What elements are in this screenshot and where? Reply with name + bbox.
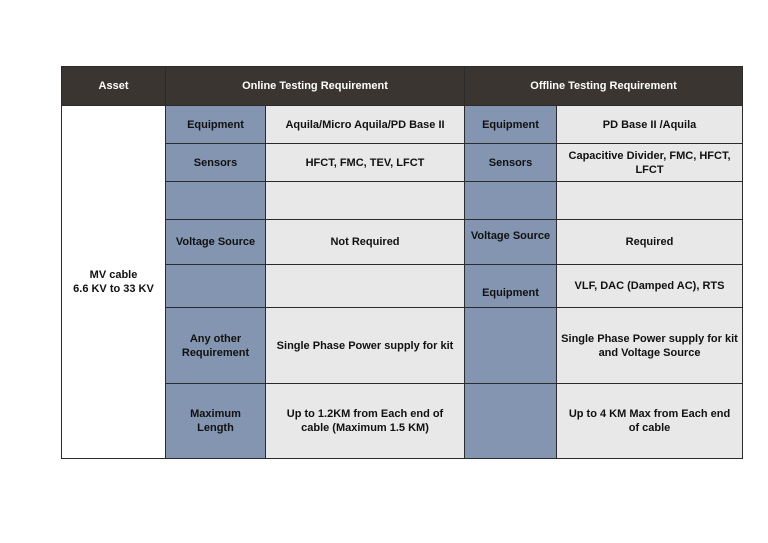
- online-empty-value: [266, 182, 465, 220]
- testing-requirements-table: [61, 66, 743, 459]
- online-empty-label: [166, 182, 266, 220]
- offline-equipment2-label: Equipment: [465, 265, 557, 308]
- offline-other-value: [557, 308, 743, 384]
- offline-voltage-value: Required: [557, 220, 743, 265]
- offline-length-value-line2: of cable: [628, 422, 671, 434]
- online-equipment-value: Aquila/Micro Aquila/PD Base II: [266, 106, 465, 144]
- online-length-value: [266, 384, 465, 459]
- offline-sensors-value-line2: LFCT: [635, 163, 664, 176]
- offline-equipment2-value: VLF, DAC (Damped AC), RTS: [557, 265, 743, 308]
- online-voltage-label: Voltage Source: [166, 220, 266, 265]
- offline-empty-value: [557, 182, 743, 220]
- online-sensors-value: HFCT, FMC, TEV, LFCT: [266, 144, 465, 182]
- header-row: [62, 67, 743, 106]
- offline-other-label: [465, 308, 557, 384]
- online-other-label-line1: Any other: [189, 332, 242, 345]
- offline-sensors-value-line1: Capacitive Divider, FMC, HFCT,: [568, 149, 731, 162]
- header-offline: Offline Testing Requirement: [465, 67, 743, 106]
- online-length-value-line2: cable (Maximum 1.5 KM): [301, 422, 429, 434]
- asset-cell: [62, 106, 166, 459]
- online-voltage-value: Not Required: [266, 220, 465, 265]
- offline-other-value-line1: Single Phase Power supply for kit: [561, 332, 738, 345]
- offline-length-value: [557, 384, 743, 459]
- offline-empty-label: [465, 182, 557, 220]
- asset-voltage-range: 6.6 KV to 33 KV: [73, 283, 154, 295]
- offline-sensors-value: [557, 144, 743, 182]
- online-other-value: Single Phase Power supply for kit: [266, 308, 465, 384]
- offline-other-value-line2: and Voltage Source: [598, 346, 701, 359]
- header-asset: Asset: [62, 67, 166, 106]
- online-length-label: [166, 384, 266, 459]
- online-equipment-label: Equipment: [166, 106, 266, 144]
- offline-equipment-label: Equipment: [465, 106, 557, 144]
- header-online: Online Testing Requirement: [166, 67, 465, 106]
- online-other-label: [166, 308, 266, 384]
- asset-name: MV cable: [89, 269, 138, 281]
- offline-sensors-label: Sensors: [465, 144, 557, 182]
- offline-equipment-value: PD Base II /Aquila: [557, 106, 743, 144]
- offline-length-label: [465, 384, 557, 459]
- offline-length-value-line1: Up to 4 KM Max from Each end: [568, 408, 731, 420]
- online-length-label-line1: Maximum: [190, 408, 241, 420]
- online-length-value-line1: Up to 1.2KM from Each end of: [286, 408, 444, 420]
- online-empty-value-2: [266, 265, 465, 308]
- table-row: [62, 106, 743, 144]
- online-empty-label-2: [166, 265, 266, 308]
- offline-voltage-label: Voltage Source: [465, 220, 557, 265]
- online-other-label-line2: Requirement: [181, 346, 250, 359]
- online-sensors-label: Sensors: [166, 144, 266, 182]
- online-length-label-line2: Length: [197, 422, 234, 434]
